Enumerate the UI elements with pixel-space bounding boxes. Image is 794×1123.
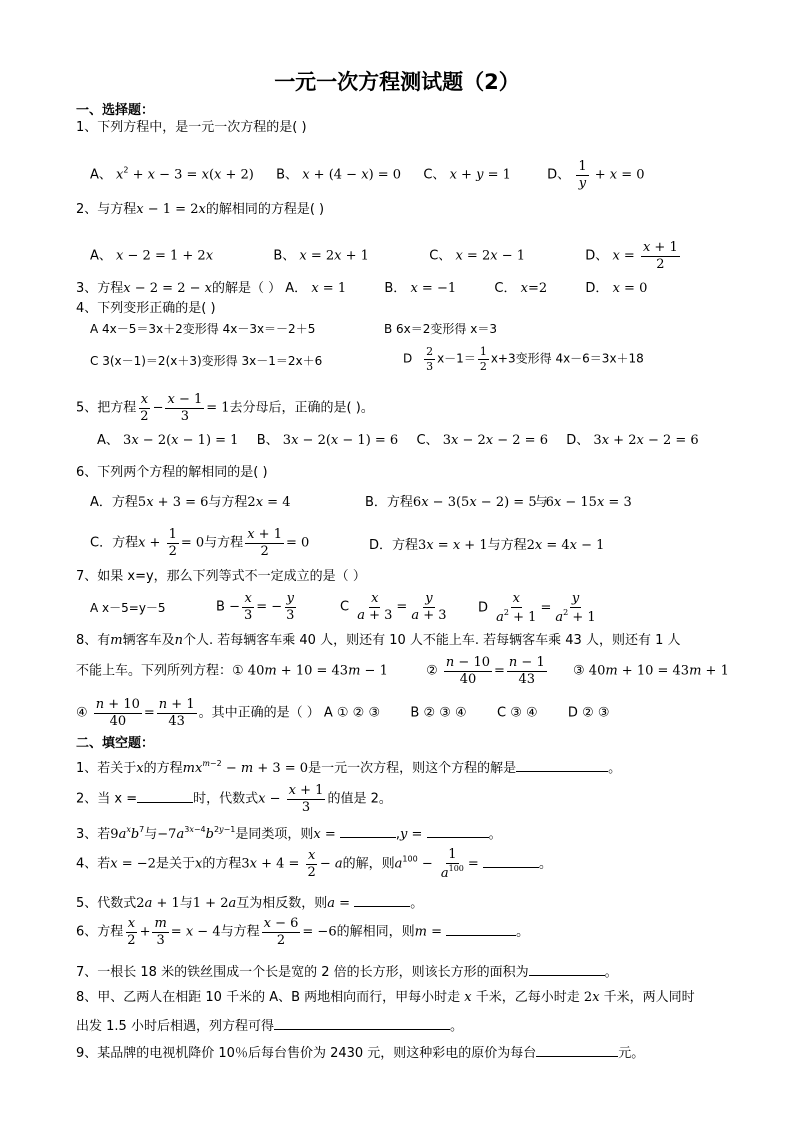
- q8-line2: 不能上车。下列所列方程：① 40m + 10 = 43m − 1 ② $\frac{n - 10}{40}$ = $\frac{n - 1}{43}$ ③ 40m + 10 = 43m + 1: [76, 655, 729, 687]
- section-heading-fill: 二、填空题：: [76, 736, 155, 751]
- f8-line1: 8、甲、乙两人在相距 10 千米的 A、B 两地相向而行，甲每小时走 x 千米，乙每小时走 2x 千米，两人同时: [76, 990, 695, 1005]
- q6-option-a: A．方程5x + 3 = 6与方程2x = 4: [90, 495, 291, 510]
- f3: 3、若$9a^xb^7$与$-7a^{3x-4}b^{2y-1}$是同类项，则x = ,y = 。: [76, 825, 502, 842]
- q4-option-c: C 3(x－1)＝2(x＋3)变形得 3x－1＝2x＋6: [90, 354, 323, 368]
- q6-stem: 6、下列两个方程的解相同的是( ): [76, 465, 268, 480]
- q1-options: A、 $x^2 + x - 3 = x(x + 2)$ B、 x + (4 − x) = 0 C、 x + y = 1 D、 $\frac{1}{y}$ + x = 0: [90, 159, 645, 191]
- page-title: 一元一次方程测试题（2）: [274, 70, 520, 94]
- q4-option-b: B 6x＝2变形得 x＝3: [384, 322, 497, 336]
- f2-blank[interactable]: [137, 791, 193, 803]
- q6-option-d: D．方程3x = x + 1与方程2x = 4x − 1: [369, 538, 605, 553]
- q7-stem: 7、如果 x=y，那么下列等式不一定成立的是（ ）: [76, 569, 366, 584]
- q7-option-d: D $\frac{x}{a^2 + 1}$ = $\frac{y}{a^2 + 1}$: [478, 591, 596, 625]
- f4-blank[interactable]: [483, 856, 539, 868]
- f7: 7、一根长 18 米的铁丝围成一个长是宽的 2 倍的长方形，则该长方形的面积为 。: [76, 965, 618, 980]
- f5-blank[interactable]: [354, 895, 410, 907]
- f5: 5、代数式2a + 1与1 + 2a互为相反数，则a = 。: [76, 896, 424, 911]
- q7-option-c: C $\frac{x}{a + 3}$ = $\frac{y}{a + 3}$: [340, 591, 447, 623]
- q2-stem: 2、与方程x − 1 = 2x的解相同的方程是( ): [76, 202, 325, 217]
- q6-option-c: C．方程x + $\frac{1}{2}$ = 0与方程 $\frac{x + 1}{2}$ = 0: [90, 527, 310, 559]
- q7-option-b: B − $\frac{x}{3}$ = − $\frac{y}{3}$: [216, 591, 295, 623]
- f9-blank[interactable]: [536, 1045, 618, 1057]
- f8-line2: 出发 1.5 小时后相遇，列方程可得 。: [76, 1019, 463, 1034]
- q8-line3: ④ $\frac{n + 10}{40}$ = $\frac{n + 1}{43}$ 。其中正确的是（ ） A ① ② ③ B ② ③ ④ C ③ ④ D ② ③: [76, 697, 610, 729]
- f3-blank-y[interactable]: [427, 826, 489, 838]
- f3-blank-x[interactable]: [340, 826, 396, 838]
- f8-blank[interactable]: [274, 1018, 450, 1030]
- q2-options: A、 x − 2 = 1 + 2x B、 x = 2x + 1 C、 x = 2x − 1 D、 x = $\frac{x + 1}{2}$: [90, 240, 678, 272]
- q1-stem: 1、下列方程中，是一元一次方程的是( ): [76, 120, 307, 135]
- f9: 9、某品牌的电视机降价 10％后每台售价为 2430 元，则这种彩电的原价为每台 元。: [76, 1046, 645, 1061]
- f6-blank[interactable]: [446, 924, 516, 936]
- q7-option-a: A x－5=y－5: [90, 601, 166, 615]
- f1-blank[interactable]: [516, 760, 608, 772]
- f7-blank[interactable]: [529, 964, 605, 976]
- q4-option-d: D $\frac{2}{3}$ x－1＝ $\frac{1}{2}$ x+3变形得 4x－6＝3x＋18: [403, 345, 644, 373]
- q3: 3、方程x − 2 = 2 − x的解是（ ） A． x = 1 B． x = −1 C． x=2 D． x = 0: [76, 281, 648, 296]
- section-heading-choice: 一、选择题：: [76, 103, 155, 118]
- f1: 1、若关于x的方程$mx^{m-2} - m + 3 = 0$是一元一次方程，则这个方程的解是 。: [76, 759, 622, 776]
- q5-stem: 5、把方程 $\frac{x}{2}$ − $\frac{x - 1}{3}$ = 1去分母后，正确的是( )。: [76, 392, 374, 424]
- f4: 4、若x = −2是关于x的方程3x + 4 = $\frac{x}{2}$ − a的解，则$a^{100}$ − $\frac{1}{a^{100}}$ = 。: [76, 847, 552, 881]
- f6: 6、方程 $\frac{x}{2}$ + $\frac{m}{3}$ = x − 4与方程 $\frac{x - 6}{2}$ = −6的解相同，则m = 。: [76, 916, 530, 948]
- q5-options: A、 3x − 2(x − 1) = 1 B、 3x − 2(x − 1) = 6 C、 3x − 2x − 2 = 6 D、 3x + 2x − 2 = 6: [97, 433, 699, 448]
- q8-line1: 8、有m辆客车及n个人. 若每辆客车乘 40 人，则还有 10 人不能上车. 若每辆客车乘 43 人，则还有 1 人: [76, 633, 681, 648]
- f2: 2、当 x = 时，代数式x − $\frac{x + 1}{3}$ 的值是 2。: [76, 783, 392, 815]
- q6-option-b: B．方程6x − 3(5x − 2) = 5与6x − 15x = 3: [365, 495, 632, 510]
- q4-stem: 4、下列变形正确的是( ): [76, 301, 216, 316]
- q4-option-a: A 4x－5＝3x＋2变形得 4x－3x＝－2＋5: [90, 322, 316, 336]
